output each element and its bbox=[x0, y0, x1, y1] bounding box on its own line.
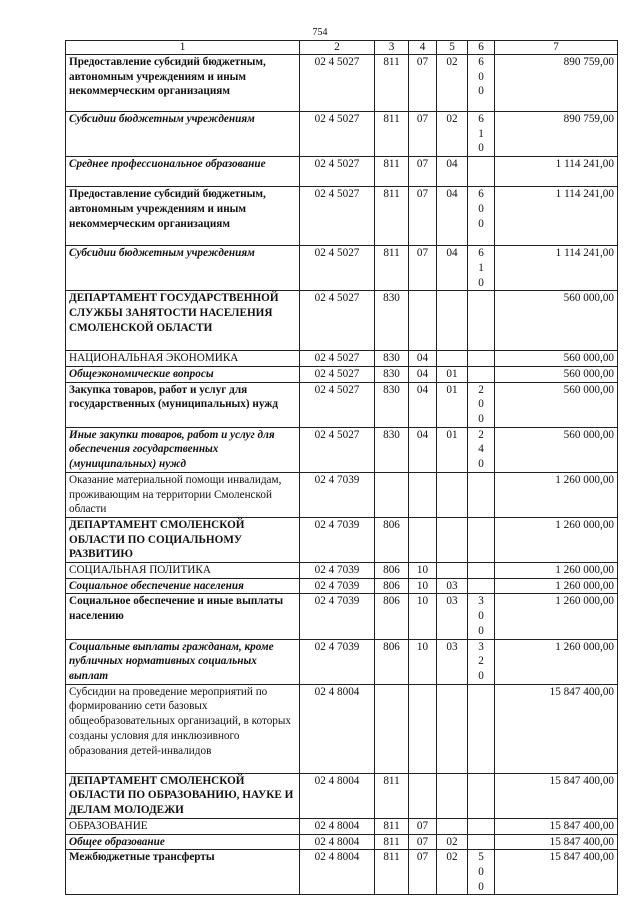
row-col6-cell bbox=[468, 246, 495, 291]
row-col6-value: 600 bbox=[478, 56, 484, 98]
row-col6-cell bbox=[468, 517, 495, 562]
row-code-cell: 02 4 5027 bbox=[300, 157, 375, 187]
row-col6-cell bbox=[468, 472, 495, 517]
row-col6-value: 200 bbox=[478, 383, 484, 426]
row-code-cell: 02 4 8004 bbox=[300, 684, 375, 773]
row-col3-cell: 830 bbox=[375, 351, 409, 367]
row-col3-cell: 806 bbox=[375, 517, 409, 562]
row-col5-cell: 04 bbox=[437, 187, 468, 246]
row-col3-cell: 806 bbox=[375, 578, 409, 594]
row-name-cell: Межбюджетные трансферты bbox=[66, 850, 300, 895]
row-amount-cell: 1 260 000,00 bbox=[495, 563, 618, 579]
row-name-cell: Оказание материальной помощи инвалидам, проживающим на территории Смоленской области bbox=[66, 472, 300, 517]
row-col4-cell bbox=[409, 472, 437, 517]
table-row bbox=[66, 112, 618, 157]
row-col5-cell: 04 bbox=[437, 157, 468, 187]
header-cell: 2 bbox=[300, 41, 375, 55]
row-name-cell: НАЦИОНАЛЬНАЯ ЭКОНОМИКА bbox=[66, 351, 300, 367]
row-name-cell: ДЕПАРТАМЕНТ СМОЛЕНСКОЙ ОБЛАСТИ ПО ОБРАЗОВАНИЮ, НАУКЕ И ДЕЛАМ МОЛОДЕЖИ bbox=[66, 773, 300, 818]
row-col5-cell: 02 bbox=[437, 834, 468, 850]
table-row bbox=[66, 517, 618, 562]
row-col5-cell bbox=[437, 291, 468, 351]
row-col4-cell bbox=[409, 291, 437, 351]
row-col4-cell bbox=[409, 684, 437, 773]
row-code-cell: 02 4 5027 bbox=[300, 55, 375, 112]
row-col3-cell: 830 bbox=[375, 291, 409, 351]
table-row bbox=[66, 382, 618, 427]
row-col6-value: 610 bbox=[478, 113, 484, 155]
row-code-cell: 02 4 7039 bbox=[300, 517, 375, 562]
row-col5-cell: 04 bbox=[437, 246, 468, 291]
row-amount-cell: 15 847 400,00 bbox=[495, 684, 618, 773]
header-cell: 4 bbox=[409, 41, 437, 55]
table-row bbox=[66, 639, 618, 684]
row-col4-cell: 04 bbox=[409, 427, 437, 472]
row-col6-value: 240 bbox=[478, 428, 484, 471]
row-col6-cell bbox=[468, 773, 495, 818]
row-col5-cell: 03 bbox=[437, 639, 468, 684]
row-name-cell: Общее образование bbox=[66, 834, 300, 850]
row-col5-cell: 03 bbox=[437, 594, 468, 639]
row-col3-cell: 811 bbox=[375, 187, 409, 246]
row-col3-cell: 811 bbox=[375, 112, 409, 157]
row-name-cell: Социальное обеспечение населения bbox=[66, 578, 300, 594]
table-row bbox=[66, 157, 618, 187]
row-amount-cell: 890 759,00 bbox=[495, 112, 618, 157]
row-col6-cell bbox=[468, 157, 495, 187]
row-col3-cell: 811 bbox=[375, 773, 409, 818]
row-col6-cell bbox=[468, 427, 495, 472]
row-col5-cell: 03 bbox=[437, 578, 468, 594]
row-code-cell: 02 4 8004 bbox=[300, 850, 375, 895]
row-col6-cell bbox=[468, 639, 495, 684]
row-col3-cell: 811 bbox=[375, 246, 409, 291]
row-col5-cell bbox=[437, 472, 468, 517]
row-col4-cell: 10 bbox=[409, 594, 437, 639]
row-amount-cell: 1 260 000,00 bbox=[495, 594, 618, 639]
row-code-cell: 02 4 5027 bbox=[300, 351, 375, 367]
table-row bbox=[66, 427, 618, 472]
row-col5-cell bbox=[437, 773, 468, 818]
table-row bbox=[66, 773, 618, 818]
row-code-cell: 02 4 7039 bbox=[300, 578, 375, 594]
row-col3-cell: 811 bbox=[375, 157, 409, 187]
row-col3-cell: 811 bbox=[375, 818, 409, 834]
table-row bbox=[66, 291, 618, 351]
row-name-cell: Закупка товаров, работ и услуг для государственных (муниципальных) нужд bbox=[66, 382, 300, 427]
row-code-cell: 02 4 5027 bbox=[300, 382, 375, 427]
row-name-cell: ДЕПАРТАМЕНТ СМОЛЕНСКОЙ ОБЛАСТИ ПО СОЦИАЛЬНОМУ РАЗВИТИЮ bbox=[66, 517, 300, 562]
row-col5-cell bbox=[437, 351, 468, 367]
row-col3-cell: 830 bbox=[375, 366, 409, 382]
row-name-cell: СОЦИАЛЬНАЯ ПОЛИТИКА bbox=[66, 563, 300, 579]
header-row bbox=[66, 41, 618, 55]
row-amount-cell: 890 759,00 bbox=[495, 55, 618, 112]
row-col6-value: 610 bbox=[478, 247, 484, 289]
row-col4-cell: 07 bbox=[409, 55, 437, 112]
row-name-cell: Предоставление субсидий бюджетным, автономным учреждениям и иным некоммерческим организациям bbox=[66, 187, 300, 246]
table-row bbox=[66, 55, 618, 112]
row-name-cell: Предоставление субсидий бюджетным, автономным учреждениям и иным некоммерческим организациям bbox=[66, 55, 300, 112]
row-code-cell: 02 4 5027 bbox=[300, 246, 375, 291]
row-name-cell: Иные закупки товаров, работ и услуг для обеспечения государственных (муниципальных) нужд bbox=[66, 427, 300, 472]
row-col4-cell: 07 bbox=[409, 850, 437, 895]
row-col3-cell bbox=[375, 472, 409, 517]
row-code-cell: 02 4 5027 bbox=[300, 187, 375, 246]
row-col6-value: 500 bbox=[478, 851, 484, 893]
row-name-cell: Субсидии бюджетным учреждениям bbox=[66, 246, 300, 291]
row-name-cell: Субсидии бюджетным учреждениям bbox=[66, 112, 300, 157]
header-cell: 5 bbox=[437, 41, 468, 55]
row-amount-cell: 560 000,00 bbox=[495, 366, 618, 382]
row-col4-cell: 10 bbox=[409, 578, 437, 594]
row-col4-cell: 07 bbox=[409, 834, 437, 850]
row-col5-cell: 01 bbox=[437, 382, 468, 427]
row-col4-cell: 10 bbox=[409, 639, 437, 684]
row-col3-cell: 830 bbox=[375, 427, 409, 472]
row-code-cell: 02 4 5027 bbox=[300, 291, 375, 351]
row-amount-cell: 560 000,00 bbox=[495, 291, 618, 351]
row-col4-cell: 04 bbox=[409, 366, 437, 382]
row-name-cell: Субсидии на проведение мероприятий по формированию сети базовых общеобразовательных организаций, в которых созданы условия для инклюзивного образования детей-инвалидов bbox=[66, 684, 300, 773]
row-code-cell: 02 4 7039 bbox=[300, 639, 375, 684]
row-col5-cell: 01 bbox=[437, 366, 468, 382]
row-name-cell: ДЕПАРТАМЕНТ ГОСУДАРСТВЕННОЙ СЛУЖБЫ ЗАНЯТОСТИ НАСЕЛЕНИЯ СМОЛЕНСКОЙ ОБЛАСТИ bbox=[66, 291, 300, 351]
header-cell: 7 bbox=[495, 41, 618, 55]
row-code-cell: 02 4 7039 bbox=[300, 594, 375, 639]
row-amount-cell: 15 847 400,00 bbox=[495, 850, 618, 895]
row-col6-cell bbox=[468, 834, 495, 850]
row-col3-cell: 811 bbox=[375, 55, 409, 112]
row-name-cell: Среднее профессиональное образование bbox=[66, 157, 300, 187]
row-col4-cell: 07 bbox=[409, 187, 437, 246]
row-col6-cell bbox=[468, 594, 495, 639]
row-amount-cell: 1 114 241,00 bbox=[495, 246, 618, 291]
table-row bbox=[66, 594, 618, 639]
row-code-cell: 02 4 8004 bbox=[300, 834, 375, 850]
page-number: 754 bbox=[312, 27, 328, 38]
row-col5-cell: 02 bbox=[437, 55, 468, 112]
row-amount-cell: 1 260 000,00 bbox=[495, 472, 618, 517]
row-col3-cell: 830 bbox=[375, 382, 409, 427]
table-row bbox=[66, 246, 618, 291]
row-name-cell: Социальное обеспечение и иные выплаты населению bbox=[66, 594, 300, 639]
row-col6-value: 600 bbox=[478, 188, 484, 230]
row-col4-cell: 07 bbox=[409, 818, 437, 834]
row-amount-cell: 1 260 000,00 bbox=[495, 517, 618, 562]
row-code-cell: 02 4 5027 bbox=[300, 112, 375, 157]
row-col4-cell bbox=[409, 773, 437, 818]
row-amount-cell: 560 000,00 bbox=[495, 351, 618, 367]
row-col3-cell: 806 bbox=[375, 563, 409, 579]
row-col6-cell bbox=[468, 55, 495, 112]
row-col3-cell: 806 bbox=[375, 594, 409, 639]
row-col5-cell: 01 bbox=[437, 427, 468, 472]
row-col6-cell bbox=[468, 351, 495, 367]
row-code-cell: 02 4 8004 bbox=[300, 773, 375, 818]
row-amount-cell: 560 000,00 bbox=[495, 427, 618, 472]
row-col3-cell: 811 bbox=[375, 834, 409, 850]
row-col6-cell bbox=[468, 382, 495, 427]
row-col6-cell bbox=[468, 187, 495, 246]
table-row bbox=[66, 578, 618, 594]
row-col4-cell: 07 bbox=[409, 157, 437, 187]
row-col3-cell bbox=[375, 684, 409, 773]
row-col5-cell bbox=[437, 684, 468, 773]
row-col4-cell: 04 bbox=[409, 382, 437, 427]
row-col6-cell bbox=[468, 291, 495, 351]
row-col5-cell: 02 bbox=[437, 850, 468, 895]
row-amount-cell: 15 847 400,00 bbox=[495, 834, 618, 850]
row-col6-cell bbox=[468, 818, 495, 834]
row-col6-value: 320 bbox=[478, 640, 484, 682]
row-col3-cell: 811 bbox=[375, 850, 409, 895]
row-col6-cell bbox=[468, 578, 495, 594]
row-col5-cell bbox=[437, 517, 468, 562]
header-cell: 6 bbox=[468, 41, 495, 55]
row-code-cell: 02 4 5027 bbox=[300, 366, 375, 382]
header-cell: 1 bbox=[66, 41, 300, 55]
table-row bbox=[66, 684, 618, 773]
table-row bbox=[66, 834, 618, 850]
row-code-cell: 02 4 7039 bbox=[300, 563, 375, 579]
table-row bbox=[66, 351, 618, 367]
row-col4-cell: 07 bbox=[409, 112, 437, 157]
row-col6-cell bbox=[468, 563, 495, 579]
row-col6-value: 300 bbox=[478, 595, 484, 637]
row-code-cell: 02 4 8004 bbox=[300, 818, 375, 834]
row-amount-cell: 15 847 400,00 bbox=[495, 818, 618, 834]
row-amount-cell: 15 847 400,00 bbox=[495, 773, 618, 818]
row-col5-cell: 02 bbox=[437, 112, 468, 157]
table-row bbox=[66, 563, 618, 579]
row-amount-cell: 1 260 000,00 bbox=[495, 639, 618, 684]
row-amount-cell: 560 000,00 bbox=[495, 382, 618, 427]
header-cell: 3 bbox=[375, 41, 409, 55]
budget-table bbox=[65, 40, 618, 895]
row-col6-cell bbox=[468, 366, 495, 382]
row-col5-cell bbox=[437, 563, 468, 579]
row-amount-cell: 1 260 000,00 bbox=[495, 578, 618, 594]
row-name-cell: Социальные выплаты гражданам, кроме публичных нормативных социальных выплат bbox=[66, 639, 300, 684]
row-col4-cell: 10 bbox=[409, 563, 437, 579]
row-col6-cell bbox=[468, 850, 495, 895]
row-col4-cell bbox=[409, 517, 437, 562]
row-code-cell: 02 4 5027 bbox=[300, 427, 375, 472]
row-name-cell: Общеэкономические вопросы bbox=[66, 366, 300, 382]
row-col4-cell: 07 bbox=[409, 246, 437, 291]
table-row bbox=[66, 472, 618, 517]
row-code-cell: 02 4 7039 bbox=[300, 472, 375, 517]
table-row bbox=[66, 850, 618, 895]
row-col3-cell: 806 bbox=[375, 639, 409, 684]
row-col4-cell: 04 bbox=[409, 351, 437, 367]
row-name-cell: ОБРАЗОВАНИЕ bbox=[66, 818, 300, 834]
row-col5-cell bbox=[437, 818, 468, 834]
row-col6-cell bbox=[468, 112, 495, 157]
table-row bbox=[66, 187, 618, 246]
row-amount-cell: 1 114 241,00 bbox=[495, 187, 618, 246]
row-amount-cell: 1 114 241,00 bbox=[495, 157, 618, 187]
table-row bbox=[66, 818, 618, 834]
table-row bbox=[66, 366, 618, 382]
row-col6-cell bbox=[468, 684, 495, 773]
